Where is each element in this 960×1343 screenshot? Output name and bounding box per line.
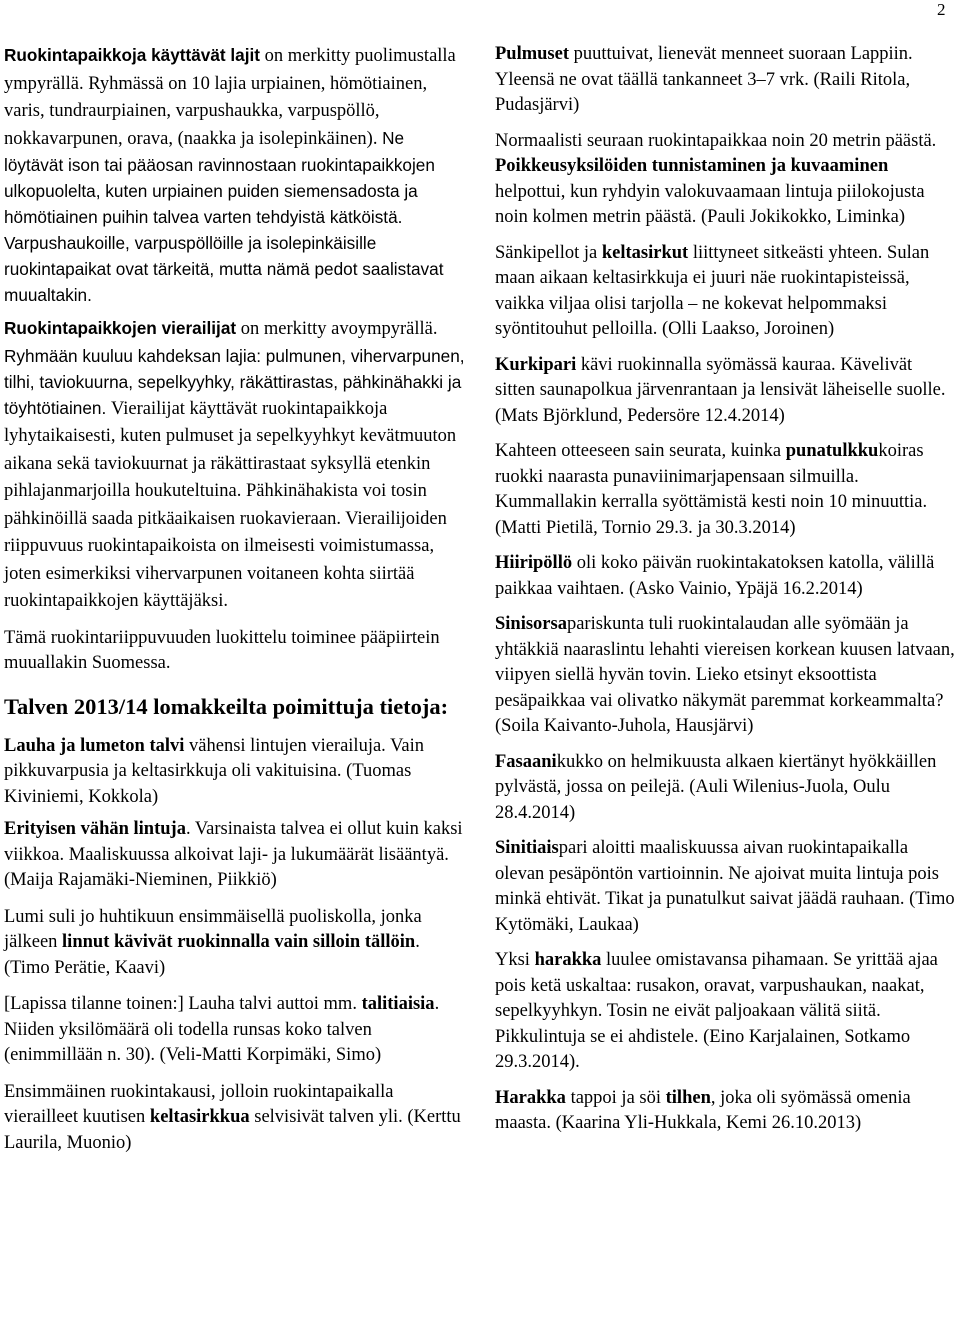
bold-term: linnut kävivät ruokinnalla vain silloin tällöin <box>62 932 416 952</box>
observation-paragraph <box>495 551 955 602</box>
text-span: puuttuivat, lienevät menneet suoraan Lappiin. Yleensä ne ovat täällä tankanneet 3–7 vrk. (Raili Ritola, Pudasjärvi) <box>495 44 913 115</box>
bold-term: Ruokintapaikkoja käyttävät lajit <box>4 45 260 65</box>
observation-paragraph <box>495 750 955 827</box>
bold-term: Sinitiais <box>495 838 559 858</box>
intro-paragraph-visitors <box>4 315 466 615</box>
bold-term: Harakka <box>495 1087 566 1108</box>
bold-term: punatulkku <box>785 441 879 461</box>
text-span: vähensi lintujen vierailuja. Vain pikkuvarpusia ja keltasirkkuja oli vakituisina. (Tuomas Kiviniemi, Kokkola) <box>4 735 424 807</box>
text-span: . Niiden yksilömäärä oli todella runsas koko talven (enimmillään n. 30). (Veli-Matti Korpimäki, Simo) <box>4 994 440 1065</box>
text-span: pari aloitti maaliskuussa aivan ruokintapaikalla olevan pesäpöntön vartioinnin. Ne ajoivat muita lintuja pois minkä ehtivät. Tikat ja punatulkut saivat jäädä rauhaan. (Timo Kytömäki, Laukaa) <box>495 838 955 935</box>
observation-paragraph <box>495 439 955 541</box>
text-span: tappoi ja söi <box>565 1087 666 1108</box>
text-span: Ne löytävät ison tai pääosan ravinnostaan ruokintapaikkojen ulkopuolelta, kuten urpiainen puiden siemensadosta ja hömötiainen puihin talvea varten tehdyistä kätköistä. Varpushaukoille, varpuspöllöille ja isolepinkäisille ruokintapaikat ovat tärkeitä, mutta nämä pedot saalistavat muualtakin. <box>4 127 444 305</box>
text-span: , joka oli syömässä omenia maasta. (Kaarina Yli-Hukkala, Kemi 26.10.2013) <box>495 1087 911 1133</box>
section-heading: Talven 2013/14 lomakkeilta poimittuja tietoja: <box>4 693 449 719</box>
text-span: Normaalisti seuraan ruokintapaikkaa noin 20 metrin päästä. <box>495 130 937 151</box>
bold-term: Hiiripöllö <box>495 553 573 573</box>
observation-paragraph <box>4 905 466 982</box>
observation-paragraph <box>495 612 955 740</box>
text-span: oli koko päivän ruokintakatoksen katolla, välillä paikkaa vaihtaen. (Asko Vainio, Ypäjä 16.2.2014) <box>495 553 935 599</box>
bold-term: keltasirkut <box>601 242 689 263</box>
text-span: on merkitty avoympyrällä. <box>236 319 438 339</box>
observation-paragraph <box>495 1086 955 1137</box>
observation-paragraph <box>4 1080 466 1157</box>
text-span: Vierailijat käyttävät ruokintapaikkoja lyhytaikaisesti, kuten pulmuset ja sepelkyyhkyt kevätmuuton aikana sekä taviokuurnat ja räkättirastaat syksyllä etenkin pihlajanmarjoilla houkuteltuina. Pähkinähakista voi tosin pähkinöillä saada pitkäaikaisen ruokavieraan. Vierailijoiden riippuvuus ruokintapaikoista on ilmeisesti voimistumassa, joten esimerkiksi vihervarpunen voitaneen kohta siirtää ruokintapaikkojen käyttäjäksi. <box>4 398 457 611</box>
text-span: selvisivät talven yli. (Kerttu Laurila, Muonio) <box>4 1107 461 1153</box>
text-span: helpottui, kun ryhdyin valokuvaamaan lintuja piilokojusta noin kolmen metrin päästä. (Pauli Jokikokko, Liminka) <box>495 181 925 227</box>
text-span: kukko on helmikuusta alkaen kiertänyt hyökkäillen pylvästä, jossa on peilejä. (Auli Wilenius-Juola, Oulu 28.4.2014) <box>495 751 937 823</box>
bold-term: Pulmuset <box>495 44 569 64</box>
text-span: Lumi suli jo huhtikuun ensimmäisellä puoliskolla, jonka jälkeen <box>4 906 422 952</box>
text-span: Yksi <box>495 950 535 970</box>
text-span: . (Timo Perätie, Kaavi) <box>4 932 420 978</box>
bold-term: talitiaisia <box>361 994 435 1014</box>
right-column <box>495 42 955 1147</box>
bold-term: Ruokintapaikkojen vierailijat <box>4 318 237 338</box>
text-span: pariskunta tuli ruokintalaudan alle syömään ja yhtäkkiä naaraslintu lehahti viereisen korkean kuusen latvaan, viipyen siellä hyvän tovin. Lieko etsinyt eksoottista pesäpaikkaa vai olivatko näkymät paremmat korkeammalta? (Soila Kaivanto-Juhola, Hausjärvi) <box>495 614 955 736</box>
text-span: . Varsinaista talvea ei ollut kuin kaksi viikkoa. Maaliskuussa alkoivat laji- ja lukumäärät lisääntyä. (Maija Rajamäki-Nieminen, Piikkiö) <box>4 819 463 890</box>
observation-paragraph <box>495 42 955 119</box>
bold-term: harakka <box>534 950 602 970</box>
text-span: Ryhmään kuuluu kahdeksan lajia: pulmunen, vihervarpunen, tilhi, taviokuurna, sepelkyyhky, räkättirastas, pähkinähakki ja töyhtötiainen. <box>4 345 465 418</box>
observation-paragraph <box>4 817 466 894</box>
bold-term: Sinisorsa <box>495 614 567 634</box>
intro-paragraph-summary: Tämä ruokintariippuvuuden luokittelu toiminee pääpiirtein muuallakin Suomessa. <box>4 627 440 673</box>
observation-paragraph <box>4 992 466 1069</box>
bold-term: tilhen <box>665 1087 711 1108</box>
observation-paragraph <box>495 948 955 1076</box>
text-span: [Lapissa tilanne toinen:] Lauha talvi auttoi mm. <box>4 994 362 1014</box>
bold-term: Poikkeusyksilöiden tunnistaminen ja kuvaaminen <box>495 156 889 176</box>
bold-term: keltasirkkua <box>149 1107 250 1127</box>
text-span: luulee omistavansa pihamaan. Se yrittää ajaa pois ketä uskaltaa: rusakon, oravat, varpushaukan, naakat, sepelkyyhkyn. Tosin ne eivät paljoakaan välitä siitä. Pikkulintuja se ei ahdistele. (Eino Karjalainen, Sotkamo 29.3.2014). <box>495 950 938 1072</box>
text-span: Sänkipellot ja <box>495 242 602 263</box>
intro-paragraph-residents <box>4 42 466 308</box>
bold-term: Erityisen vähän lintuja <box>4 819 186 839</box>
text-span: on merkitty puolimustalla ympyrällä. Ryhmässä on 10 lajia urpiainen, hömötiainen, varis, tundraurpiainen, varpushaukka, varpuspöllö, nokkavarpunen, orava, (naakka ja isolepinkäinen). <box>4 46 456 149</box>
observation-paragraph <box>495 353 955 430</box>
observation-paragraph <box>495 836 955 938</box>
bold-term: Lauha ja lumeton talvi <box>4 735 185 756</box>
text-span: Ensimmäinen ruokintakausi, jolloin ruokintapaikalla vierailleet kuutisen <box>4 1081 394 1127</box>
observation-paragraph <box>495 129 955 231</box>
text-span: Kahteen otteeseen sain seurata, kuinka <box>495 441 786 461</box>
observation-paragraph <box>495 241 955 343</box>
text-span: liittyneet sitkeästi yhteen. Sulan maan aikaan keltasirkkuja ei juuri näe ruokintapisteissä, vaikka viljaa olisi tarjolla – ne kokevat helpommaksi syöntitouhut pelloilla. (Olli Laakso, Joroinen) <box>495 242 930 339</box>
text-span: koiras ruokki naarasta punaviinimarjapensaan silmuilla. Kummallakin kerralla syöttämistä kesti noin 10 minuuttia. (Matti Pietilä, Tornio 29.3. ja 30.3.2014) <box>495 441 928 538</box>
text-span: kävi ruokinnalla syömässä kauraa. Kävelivät sitten saunapolkua järvenrantaan ja lensivät läheiselle suolle. (Mats Björklund, Pedersöre 12.4.2014) <box>495 354 946 426</box>
bold-term: Fasaani <box>495 751 557 772</box>
left-column <box>4 42 466 1156</box>
page-number: 2 <box>937 0 946 19</box>
observation-paragraph <box>4 734 466 811</box>
bold-term: Kurkipari <box>495 354 577 375</box>
